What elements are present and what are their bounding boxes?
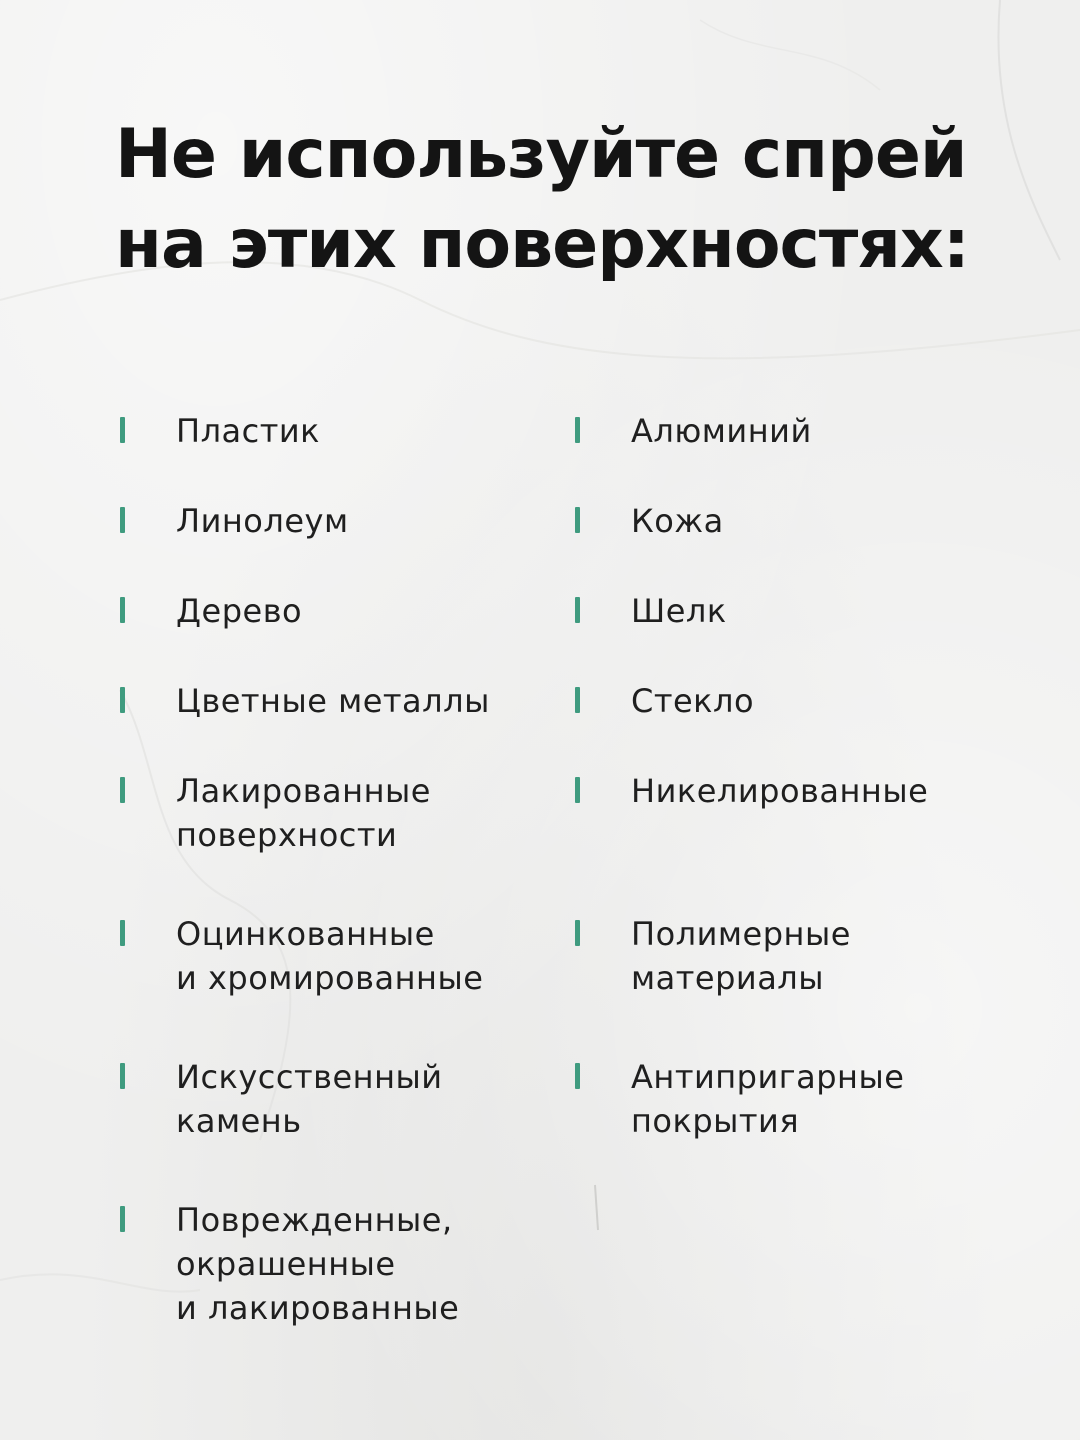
list-item-label: Никелированные <box>631 772 929 810</box>
bullet-bar-icon <box>575 1063 580 1089</box>
list-item-label: Линолеум <box>176 502 349 540</box>
bullet-bar-icon <box>575 777 580 803</box>
list-item-label: Цветные металлы <box>176 682 490 720</box>
bullet-bar-icon <box>120 1063 125 1089</box>
title-line-2: на этих поверхностях: <box>115 205 969 284</box>
list-item-label: Дерево <box>176 592 303 630</box>
bullet-bar-icon <box>120 597 125 623</box>
list-item-label: Искусственный камень <box>176 1058 443 1140</box>
page-title <box>115 110 1015 290</box>
list-item-label: Оцинкованные и хромированные <box>176 915 484 997</box>
list-item-label: Алюминий <box>631 412 812 450</box>
list-item-label: Шелк <box>631 592 727 630</box>
bullet-bar-icon <box>120 920 125 946</box>
bullet-bar-icon <box>120 1206 125 1232</box>
list-item-label: Стекло <box>631 682 755 720</box>
list-item-label: Пластик <box>176 412 320 450</box>
bullet-bar-icon <box>575 597 580 623</box>
bullet-bar-icon <box>575 687 580 713</box>
bullet-bar-icon <box>120 777 125 803</box>
bullet-bar-icon <box>575 507 580 533</box>
bullet-bar-icon <box>120 507 125 533</box>
list-item-label: Антипригарные покрытия <box>631 1058 905 1140</box>
list-item-label: Полимерные материалы <box>631 915 851 997</box>
bullet-bar-icon <box>120 687 125 713</box>
bullet-bar-icon <box>120 417 125 443</box>
list-item-label: Поврежденные, окрашенные и лакированные <box>176 1201 460 1327</box>
list-item-label: Лакированные поверхности <box>176 772 431 854</box>
list-item-label: Кожа <box>631 502 724 540</box>
bullet-bar-icon <box>575 920 580 946</box>
bullet-bar-icon <box>575 417 580 443</box>
title-line-1: Не используйте спрей <box>115 115 967 194</box>
